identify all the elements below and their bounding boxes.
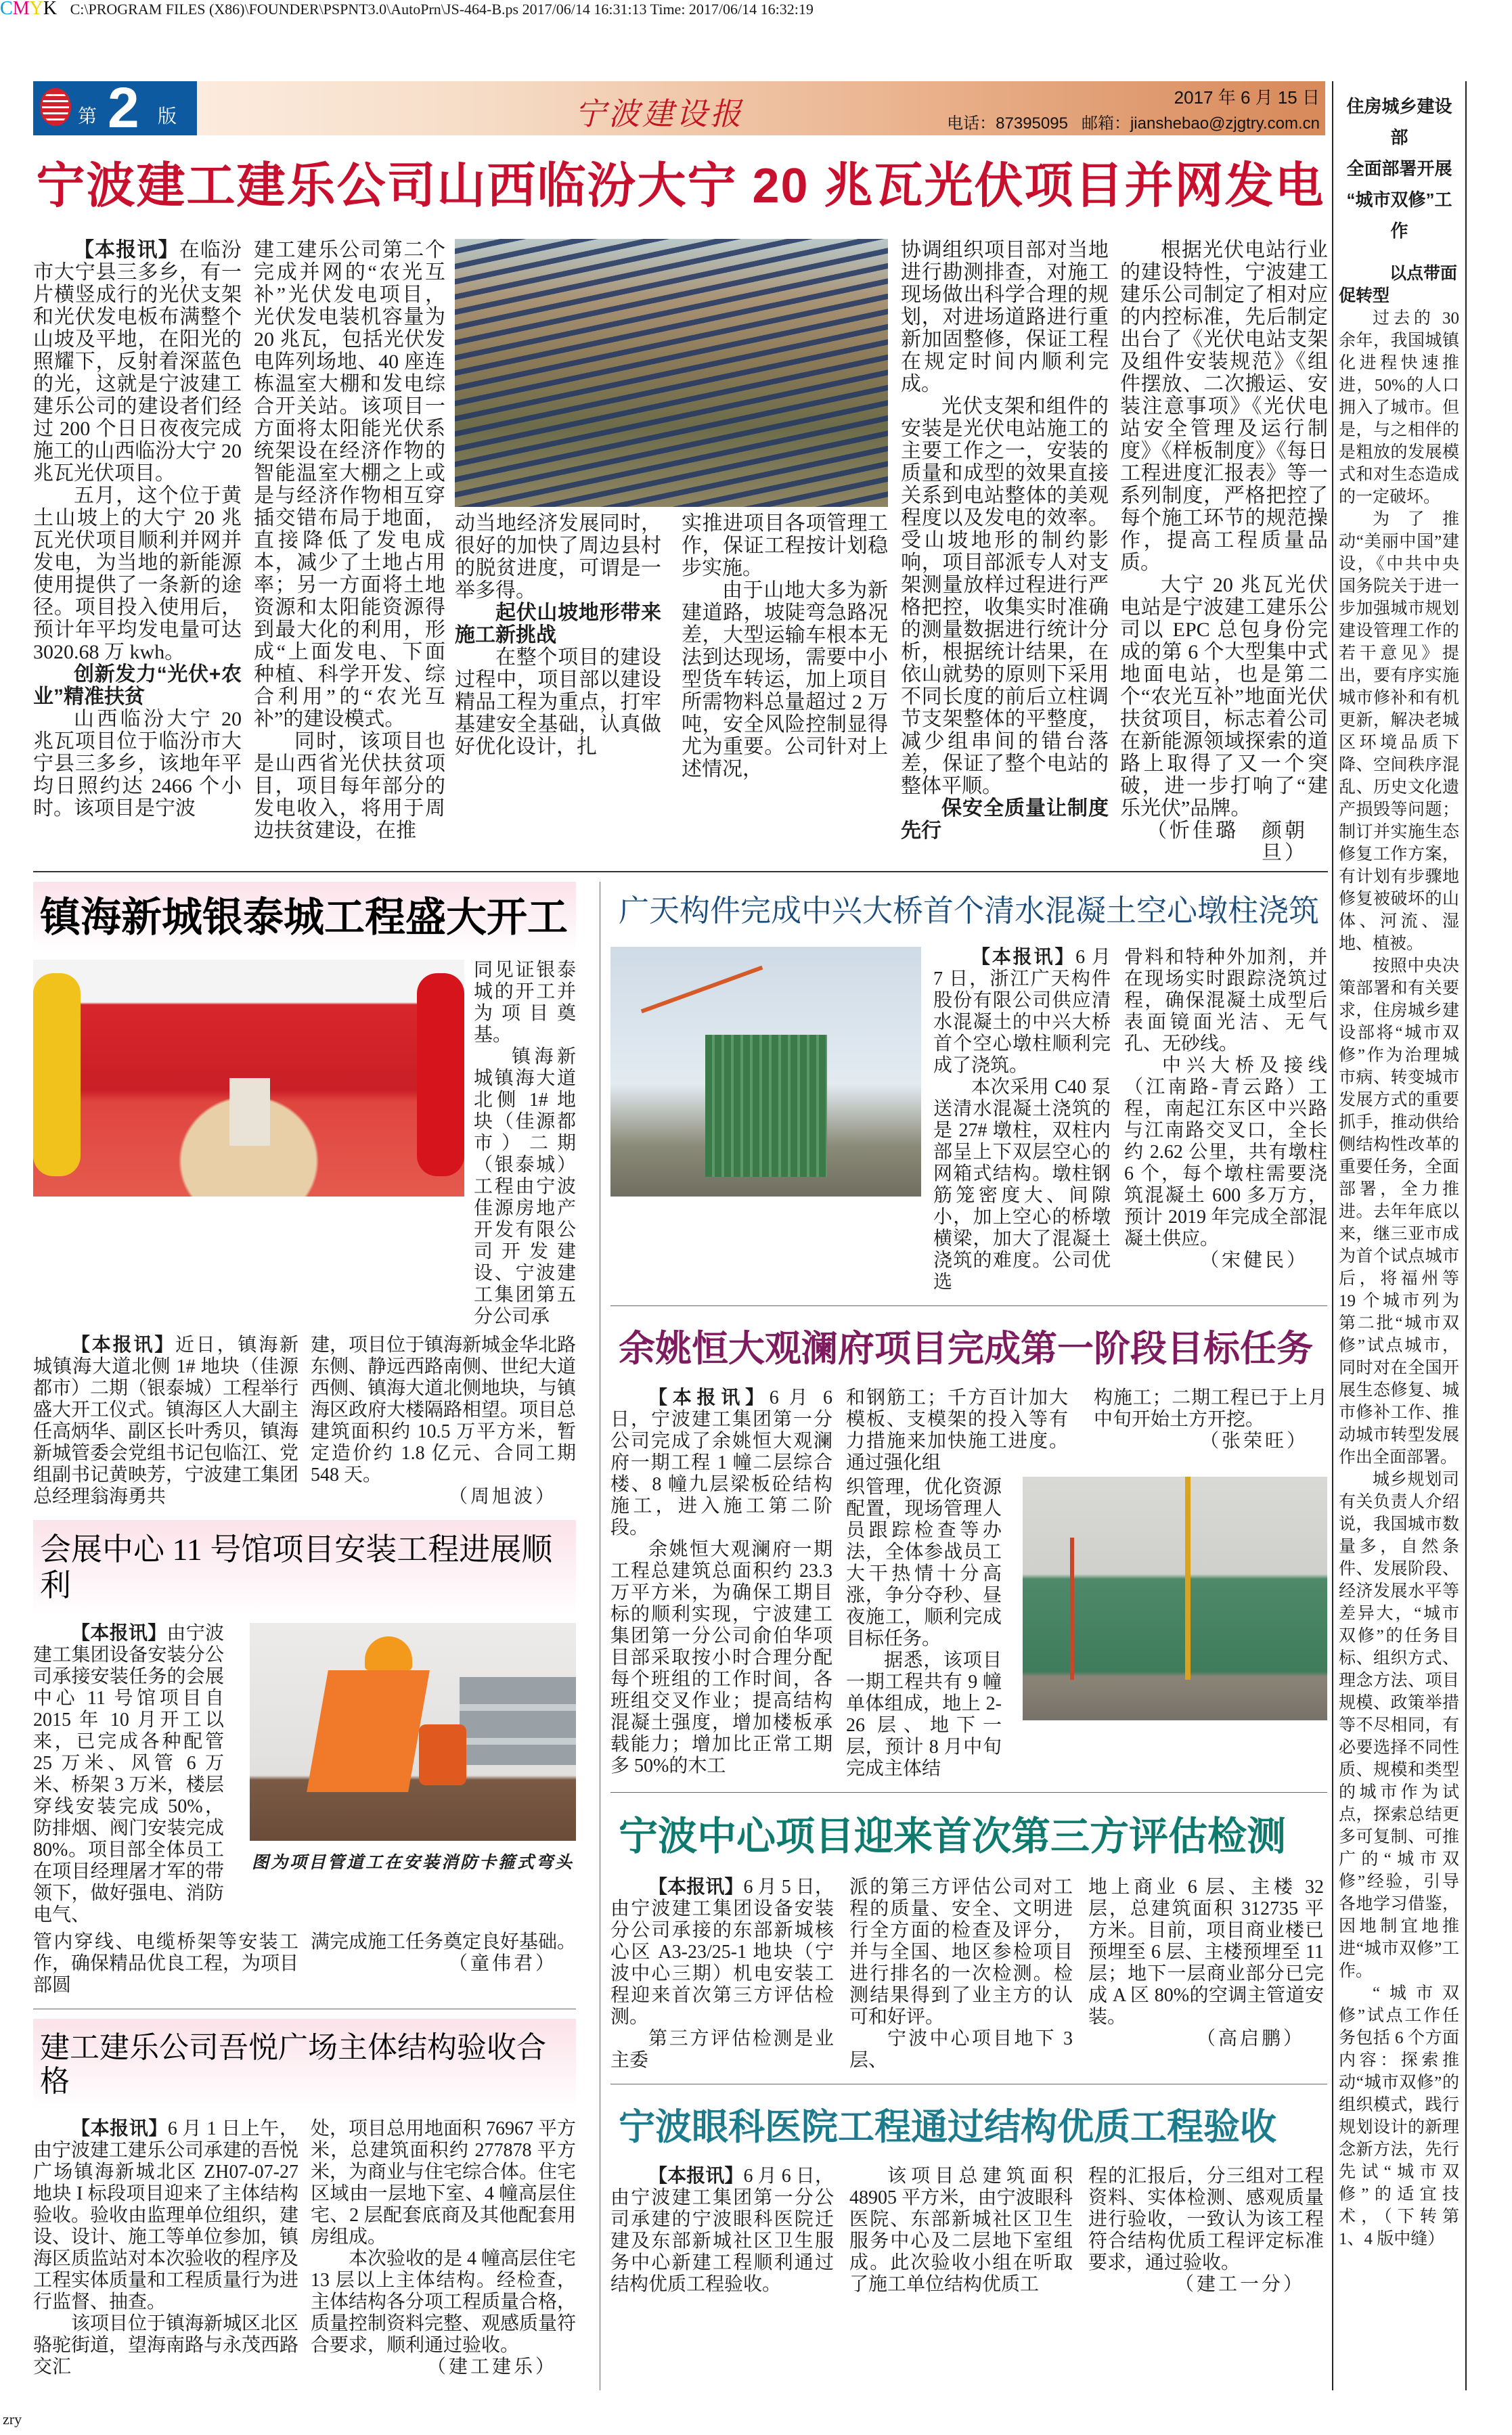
lead-paragraph [33,1335,298,1508]
lower-section [33,882,1328,2390]
dateline-tag: 【本报讯】 [74,238,179,261]
pump-boom [641,965,763,1013]
sidebar-subhead: 以点带面促转型 [1339,264,1458,305]
paragraph: 镇海新城镇海大道北侧 1# 地块（佳源都市）二期（银泰城）工程由宁波佳源房地产开发有限公司开发建设、宁波建工集团第五分公司承 [474,1046,576,1327]
dateline-tag: 【本报讯】 [71,1334,175,1356]
paragraph: 同见证银泰城的开工并为项目奠基。 [474,959,576,1046]
byline: （忻佳璐 颜朝旦） [1147,819,1308,864]
newspaper-page [0,76,1512,2390]
paragraph: 构施工；二期工程已于上月中旬开始土方开挖。 [1094,1387,1327,1430]
byline: （宋健民） [1199,1249,1308,1271]
dateline-tag: 【本报讯】 [648,1387,770,1408]
dateline-tag: 【本报讯】 [648,1877,744,1898]
article-column [1088,1877,1324,2050]
article-yuyao [610,1316,1327,1780]
cmyk-c: C [0,0,13,19]
article-column [455,512,661,758]
print-registration-line [0,0,1512,20]
cmyk-y: Y [29,0,43,19]
cmyk-k: K [43,0,58,19]
paragraph: 按照中央决策部署和有关要求，住房城乡建设部将“城市双修”作为治理城市病、转变城市发展方式的重要抓手，推动供给侧结构性改革的重要任务，全面部署，全力推进。去年年底以来，继三亚市成为首个试点城市后，将福州等 19 个城市列为第二批“城市双修”试点城市，同时对在全国开展生态修复、城市修补工作、推动城市转型发展作出全面部署。 [1339,957,1459,1467]
paper-name-logo: 宁波建设报 [575,97,744,131]
globe-logo-icon [40,88,71,126]
main-area [33,76,1328,2390]
article-column [933,947,1111,1293]
article-column [846,1477,1002,1780]
tower-crane [1185,1477,1191,1680]
subheading: 起伏山坡地形带来施工新挑战 [455,601,661,646]
article-column [474,960,576,1328]
article-headline: 宁波眼科医院工程通过结构优质工程验收 [619,2107,1276,2148]
lead-paragraph [33,239,242,485]
paragraph: 建，项目位于镇海新城金华北路东侧、静远西路南侧、世纪大道西侧、镇海大道北侧地块，与镇海区政府大楼隔路相望。项目总建筑面积约 10.5 万平方米，暂定造价约 1.8 亿元、合同工期 548 天。 [311,1334,577,1485]
operator-mark: zry [3,2410,22,2428]
paragraph: 中兴大桥及接线（江南路-青云路）工程，南起江东区中兴路与江南路交叉口，全长约 2.62 公里，共有墩柱 6 个，每个墩柱需要浇筑混凝土 600 多万方，预计 2019 年完成全部混凝土供应。 [1124,1054,1327,1249]
paragraph: 织管理，优化资源配置，现场管理人员跟踪检查等办法，全体参战员工大干热情十分高涨，争分夺秒、昼夜施工，顺利完成目标任务。 [846,1476,1002,1649]
photo-with-caption [250,1623,576,1873]
article-column [33,1335,298,1508]
article-zhenhai [33,882,576,1508]
article-solar [33,158,1328,864]
lead-paragraph [33,2118,298,2313]
sidebar-headline-line: 住房城乡建设部 [1346,96,1452,148]
groundbreaking-ceremony-photo [33,960,464,1197]
paragraph: “城市双修”试点工作任务包括 6 个方面内容：探索推动“城市双修”的组织模式，践行规划设计的新理念新方法，先行先试“城市双修”的适宜技术，（下转第 1、4 版中缝） [1339,1984,1459,2248]
paragraph: 为了推动“美丽中国”建设，《中共中央国务院关于进一步加强城市规划建设管理工作的若干意见》提出，要有序实施城市修补和有机更新，解决老城区环境品质下降、空间秩序混乱、历史文化遗产损毁等问题；制订并实施生态修复工作方案，有计划有步骤地修复被破坏的山体、河流、湿地、植被。 [1339,510,1459,953]
paragraph: 本次验收的是 4 幢高层住宅 13 层以上主体结构。经检查，主体结构各分项工程质量合格，质量控制资料完整、观感质量符合要求，顺利通过验收。 [311,2248,577,2356]
paragraph: 由于山地大多为新建道路，坡陡弯急路况差，大型运输车根本无法到达现场，需要中小型货车转运，加上项目所需物料总量超过 2 万吨，安全风险控制显得尤为重要。公司针对上述情况， [682,579,888,780]
paragraph: 光伏支架和组件的安装是光伏电站施工的主要工作之一，安装的质量和成型的效果直接关系到电站整体的美观程度以及发电的效率。受山坡地形的制约影响，项目部派专人对支架测量放样过程进行严格把控，收集实时准确的测量数据进行统计分析，根据统计结果，在依山就势的原则下采用不同长度的前后立柱调节支架整体的平整度，减少组串间的错台落差，保证了整个电站的整体平顺。 [901,395,1109,797]
edition-box [33,76,197,139]
tower-crane [1070,1538,1074,1680]
paragraph-text: 由宁波建工集团设备安装分公司承接安装任务的会展中心 11 号馆项目自 2015 年 10 月开工以来，已完成各种配管 25 万米、风管 6 万米、桥架 3 万米，楼层穿线安装完成 50%，防排烟、阀门安装完成 80%。项目部全体员工在项目经理屠才军的带领下，做好强电、消防电气、 [33,1622,224,1925]
paragraph: 建工建乐公司第二个完成并网的“农光互补”光伏发电项目，光伏发电装机容量为 20 兆瓦，包括光伏发电阵列场地、40 座连栋温室大棚和发电综合开关站。该项目一方面将太阳能光伏系统架设在经济作物的智能温室大棚之上或是与经济作物相互穿插交错布局于地面，直接降低了发电成本，减少了土地占用率；另一方面将土地资源和太阳能资源得到最大化的利用，形成“上面发电、下面种植、科学开发、综合利用”的“农光互补”的建设模式。 [254,238,445,730]
article-headline: 镇海新城银泰城工程盛大开工 [33,882,576,950]
photo-and-columns [455,239,888,780]
article-headline: 建工建乐公司吾悦广场主体结构验收合格 [33,2019,576,2109]
yuyao-right-block [846,1387,1327,1780]
paragraph: 第三方评估检测是业主委 [610,2028,834,2072]
cmyk-m: M [12,0,30,19]
email-address: jianshebao@zjgtry.com.cn [1130,114,1320,133]
article-ningbo-center [610,1802,1327,2072]
lead-paragraph [33,1623,224,1926]
phone-label: 电话： [947,114,996,133]
subheading: 创新发力“光伏+农业”精准扶贫 [33,663,242,708]
foundation-stone [229,1078,270,1146]
paragraph: 地上商业 6 层、主楼 32 层，总建筑面积 312735 平方米。目前，项目商业楼已预埋至 6 层、主楼预埋至 11 层；地下一层商业部分已完成 A 区 80%的空调主管道安装。 [1088,1877,1324,2028]
paragraph: 余姚恒大观澜府一期工程总建筑总面积约 23.3 万平方米，为确保工期目标的顺利实现，宁波建工集团第一分公司俞伯华项目部采取按小时合理分配每个班组的工作时间，各班组交叉作业；提高结构混凝土强度，增加楼板承载能力；增加比正常工期多 50%的木工 [610,1538,832,1777]
article-column [849,1877,1073,2072]
paragraph-text: 6 月 1 日上午，由宁波建工建乐公司承建的吾悦广场镇海新城北区 ZH07-07-27 地块 I 标段项目迎来了主体结构验收。验收由监理单位组织，建设、设计、施工等单位参加，镇海区质监站对本次验收的程序及工程实体质量和工程质量行为进行监督、抽查。 [33,2118,299,2313]
phone-number: 87395095 [996,114,1068,133]
paragraph-text: 6 月 7 日，浙江广天构件股份有限公司供应清水混凝土的中兴大桥首个空心墩柱顺利完成了浇筑。 [933,946,1111,1076]
dateline-tag: 【本报讯】 [971,946,1076,968]
paragraph: 该项目总建筑面积 48905 平方米，由宁波眼科医院、东部新城社区卫生服务中心及二层地下室组成。此次验收小组在听取了施工单位结构优质工 [849,2166,1073,2296]
safety-vest [307,1670,430,1792]
article-column [254,239,445,842]
paragraph: 和钢筋工；千方百计加大模板、支模架的投入等有力措施来加快施工进度。通过强化组 [846,1387,1068,1473]
paragraph: 满完成施工任务奠定良好基础。 [311,1931,577,1952]
paragraph: 动当地经济发展同时，很好的加快了周边县村的脱贫进度，可谓是一举多得。 [455,512,661,602]
article-column [311,2118,576,2378]
solar-farm-photo [455,239,888,507]
steel-pipes [460,1677,576,1765]
article-wuyue [33,2019,576,2378]
article-column [311,1931,576,1975]
print-file-info: C:\PROGRAM FILES (X86)\FOUNDER\PSPNT3.0\AutoPrn\JS-464-B.ps 2017/06/14 16:31:13 Time: 2017/06/14 16:32:19 [70,1,814,18]
article-column [682,512,888,780]
paragraph: 骨料和特种外加剂，并在现场实时跟踪浇筑过程，确保混凝土成型后表面镜面光洁、无气孔、无砂线。 [1124,946,1327,1054]
section-rule [610,1792,1327,1793]
hard-hat [365,1636,412,1670]
article-column [846,1387,1068,1474]
article-guangtian [610,882,1327,1293]
paragraph: 在整个项目的建设过程中，项目部以建设精品工程为重点，打牢基建安全基础，认真做好优化设计，扎 [455,646,661,758]
lead-paragraph [933,947,1111,1077]
paragraph: 根据光伏电站行业的建设特性，宁波建工建乐公司制定了相对应的内控标准，先后制定出台了《光伏电站支架及组件安装规范》《组件摆放、二次搬运、安装注意事项》《光伏电站安全管理及运行制度》《样板制度》《每日工程进度汇报表》等一系列制度，严格把控了每个施工环节的规范操作，提高工程质量品质。 [1120,238,1328,574]
lion-dance-red [417,973,464,1176]
lead-paragraph [610,2166,834,2296]
masthead-banner [33,76,1325,139]
paragraph-text: 6 月 5 日，由宁波建工集团设备安装分公司承接的东部新城核心区 A3-23/25-1 地块（宁波中心三期）机电安装工程迎来首次第三方评估检测。 [610,1877,834,2028]
paragraph: 宁波中心项目地下 3 层、 [849,2028,1073,2072]
article-column [33,1931,298,1996]
article-column [610,2166,834,2296]
paragraph-text: 6 月 6 日，宁波建工集团第一分公司完成了余姚恒大观澜府一期工程 1 幢二层综合楼、8 幢九层梁板砼结构施工，进入施工第二阶段。 [610,1387,832,1538]
paragraph: 大宁 20 兆瓦光伏电站是宁波建工建乐公司以 EPC 总包身份完成的第 6 个大型集中式地面电站，也是第二个“农光互补”地面光伏扶贫项目，标志着公司在新能源领域探索的道路上取得了又一个突破，进一步打响了“建乐光伏”品牌。 [1120,573,1328,820]
paragraph: 管内穿线、电缆桥架等安装工作，确保精品优良工程，为项目部圆 [33,1931,299,1996]
paragraph-text: 在临汾市大宁县三多乡，有一片横竖成行的光伏支架和光伏发电板布满整个山坡及平地，在阳光的照耀下，反射着深蓝色的光，这就是宁波建工建乐公司的建设者们经过 200 个日日夜夜完成施工的山西临汾大宁 20 兆瓦光伏项目。 [33,238,242,485]
pier-scaffold [705,1035,827,1177]
paragraph-text: 6 月 6 日，由宁波建工集团第一分公司承建的宁波眼科医院迁建及东部新城社区卫生服务中心新建工程顺利通过结构优质工程验收。 [610,2166,834,2296]
bridge-pier-photo [610,947,921,1197]
section-rule [610,1305,1327,1306]
pipe-installation-photo [250,1623,576,1841]
dateline-tag: 【本报讯】 [648,2166,744,2187]
paragraph-text: 近日，镇海新城镇海大道北侧 1# 地块（佳源都市）二期（银泰城）工程举行盛大开工仪式。镇海区人大副主任高炳华、副区长叶秀贝，镇海新城管委会党组书记包临江、党组副书记黄映芳，宁波建工集团总经理翁海勇共 [33,1334,299,1507]
sidebar-headline-line: 全面部署开展 [1346,158,1452,179]
article-headline: 会展中心 11 号馆项目安装工程进展顺利 [33,1520,576,1613]
byline: （建工建乐） [426,2356,557,2377]
paragraph: 处，项目总用地面积 76967 平方米，总建筑面积约 277878 平方米，为商业与住宅综合体。住宅区域由一层地下室、4 幢高层住宅、2 层配套底商及其他配套用房组成。 [311,2118,577,2248]
article-expo [33,1520,576,1996]
subheading: 保安全质量让制度先行 [901,797,1109,842]
article-column [610,1877,834,2072]
sidebar-article [1332,81,1467,2390]
article-column [1088,2166,1324,2296]
sidebar-headline [1339,91,1460,246]
article-column [311,1335,576,1508]
paragraph: 过去的 30 余年，我国城镇化进程快速推进，50%的人口拥入了城市。但是，与之相伴的是粗放的发展模式和对生态造成的一定破坏。 [1339,309,1459,506]
paragraph: 城乡规划司有关负责人介绍说，我国城市数量多，自然条件、发展阶段、经济发展水平等差异大，“城市双修”的任务目标、组织方式、理念方法、项目规模、政策举措等不尽相同，有必要选择不同性质、规模和类型的城市作为试点，探索总结更多可复制、可推广的“城市双修”经验，引导各地学习借鉴，因地制宜地推进“城市双修”工作。 [1339,1471,1459,1980]
article-headline: 余姚恒大观澜府项目完成第一阶段目标任务 [619,1328,1313,1369]
article-column [1124,947,1327,1272]
article-headline: 广天构件完成中兴大桥首个清水混凝土空心墩柱浇筑 [619,893,1320,928]
article-column [901,239,1109,842]
edition-suffix: 版 [158,106,177,127]
article-column [849,2166,1073,2296]
orange-elbow-fitting [419,1724,466,1785]
photo-caption: 图为项目管道工在安装消防卡箍式弯头 [251,1853,574,1872]
paragraph: 五月，这个位于黄土山坡上的大宁 20 兆瓦光伏项目顺利并网并发电，为当地的新能源使用提供了一条新的途径。项目投入使用后，预计年平均发电量可达 3020.68 万 kwh。 [33,484,242,663]
construction-site-photo [1023,1477,1327,1720]
contact-line [947,110,1320,133]
dateline-tag: 【本报讯】 [71,2118,168,2139]
article-column [33,1623,224,1926]
article-column [610,1387,832,1777]
lead-paragraph [610,1387,832,1539]
dateline-tag: 【本报讯】 [71,1622,167,1644]
email-label: 邮箱： [1081,114,1130,133]
section-rule [33,871,1328,872]
byline: （建工一分） [1174,2274,1305,2296]
lion-dance-yellow [33,973,81,1176]
byline: （童伟君） [448,1952,557,1974]
article-column [33,239,242,820]
left-stack [33,882,576,2390]
lead-paragraph [610,1877,834,2028]
byline: （张荣旺） [1199,1430,1308,1452]
article-headline: 宁波中心项目迎来首次第三方评估检测 [619,1814,1287,1858]
paragraph: 该项目位于镇海新城区北区骆驼街道，望海南路与永茂西路交汇 [33,2313,299,2377]
paragraph: 本次采用 C40 泵送清水混凝土浇筑的是 27# 墩柱，双柱内部呈上下双层空心的网箱式结构。墩柱钢筋笼密度大、间隙小，加上空心的桥墩横梁，加大了混凝土浇筑的难度。公司优选 [933,1076,1111,1293]
sidebar-headline-line: “城市双修”工作 [1346,189,1452,241]
paragraph: 实推进项目各项管理工作，保证工程按计划稳步实施。 [682,512,888,579]
byline: （高启鹏） [1196,2028,1305,2050]
article-eye-hospital [610,2094,1327,2296]
right-stack [610,882,1327,2390]
byline: （周旭波） [448,1485,557,1507]
paragraph: 山西临汾大宁 20 兆瓦项目位于临汾市大宁县三多乡，该地年平均日照约达 2466 个小时。该项目是宁波 [33,707,242,820]
issue-date: 2017 年 6 月 15 日 [1174,87,1320,108]
article-column [1120,239,1328,864]
paragraph: 派的第三方评估公司对工程的质量、安全、文明进行全方面的检查及评分，并与全国、地区参检项目进行排名的一次检测。检测结果得到了业主方的认可和好评。 [849,1877,1073,2028]
article-column [33,2118,298,2378]
paragraph: 据悉，该项目一期工程共有 9 幢单体组成，地上 2-26 层、地下一层，预计 8 月中旬完成主体结 [846,1649,1002,1779]
paragraph: 协调组织项目部对当地进行勘测排查，对施工现场做出科学合理的规划，对进场道路进行重新加固整修，保证工程在规定时间内顺利完成。 [901,238,1109,395]
paragraph: 程的汇报后，分三组对工程资料、实体检测、感观质量进行验收，一致认为该工程符合结构优质工程评定标准要求，通过验收。 [1088,2166,1324,2274]
edition-number: 2 [108,76,139,139]
paragraph: 同时，该项目也是山西省光伏扶贫项目，项目每年部分的发电收入，将用于周边扶贫建设，在推 [254,730,445,842]
sidebar-text [1339,307,1459,2250]
lead-headline: 宁波建工建乐公司山西临汾大宁 20 兆瓦光伏项目并网发电 [36,159,1325,213]
edition-prefix: 第 [78,106,97,127]
article-column [1094,1387,1327,1452]
